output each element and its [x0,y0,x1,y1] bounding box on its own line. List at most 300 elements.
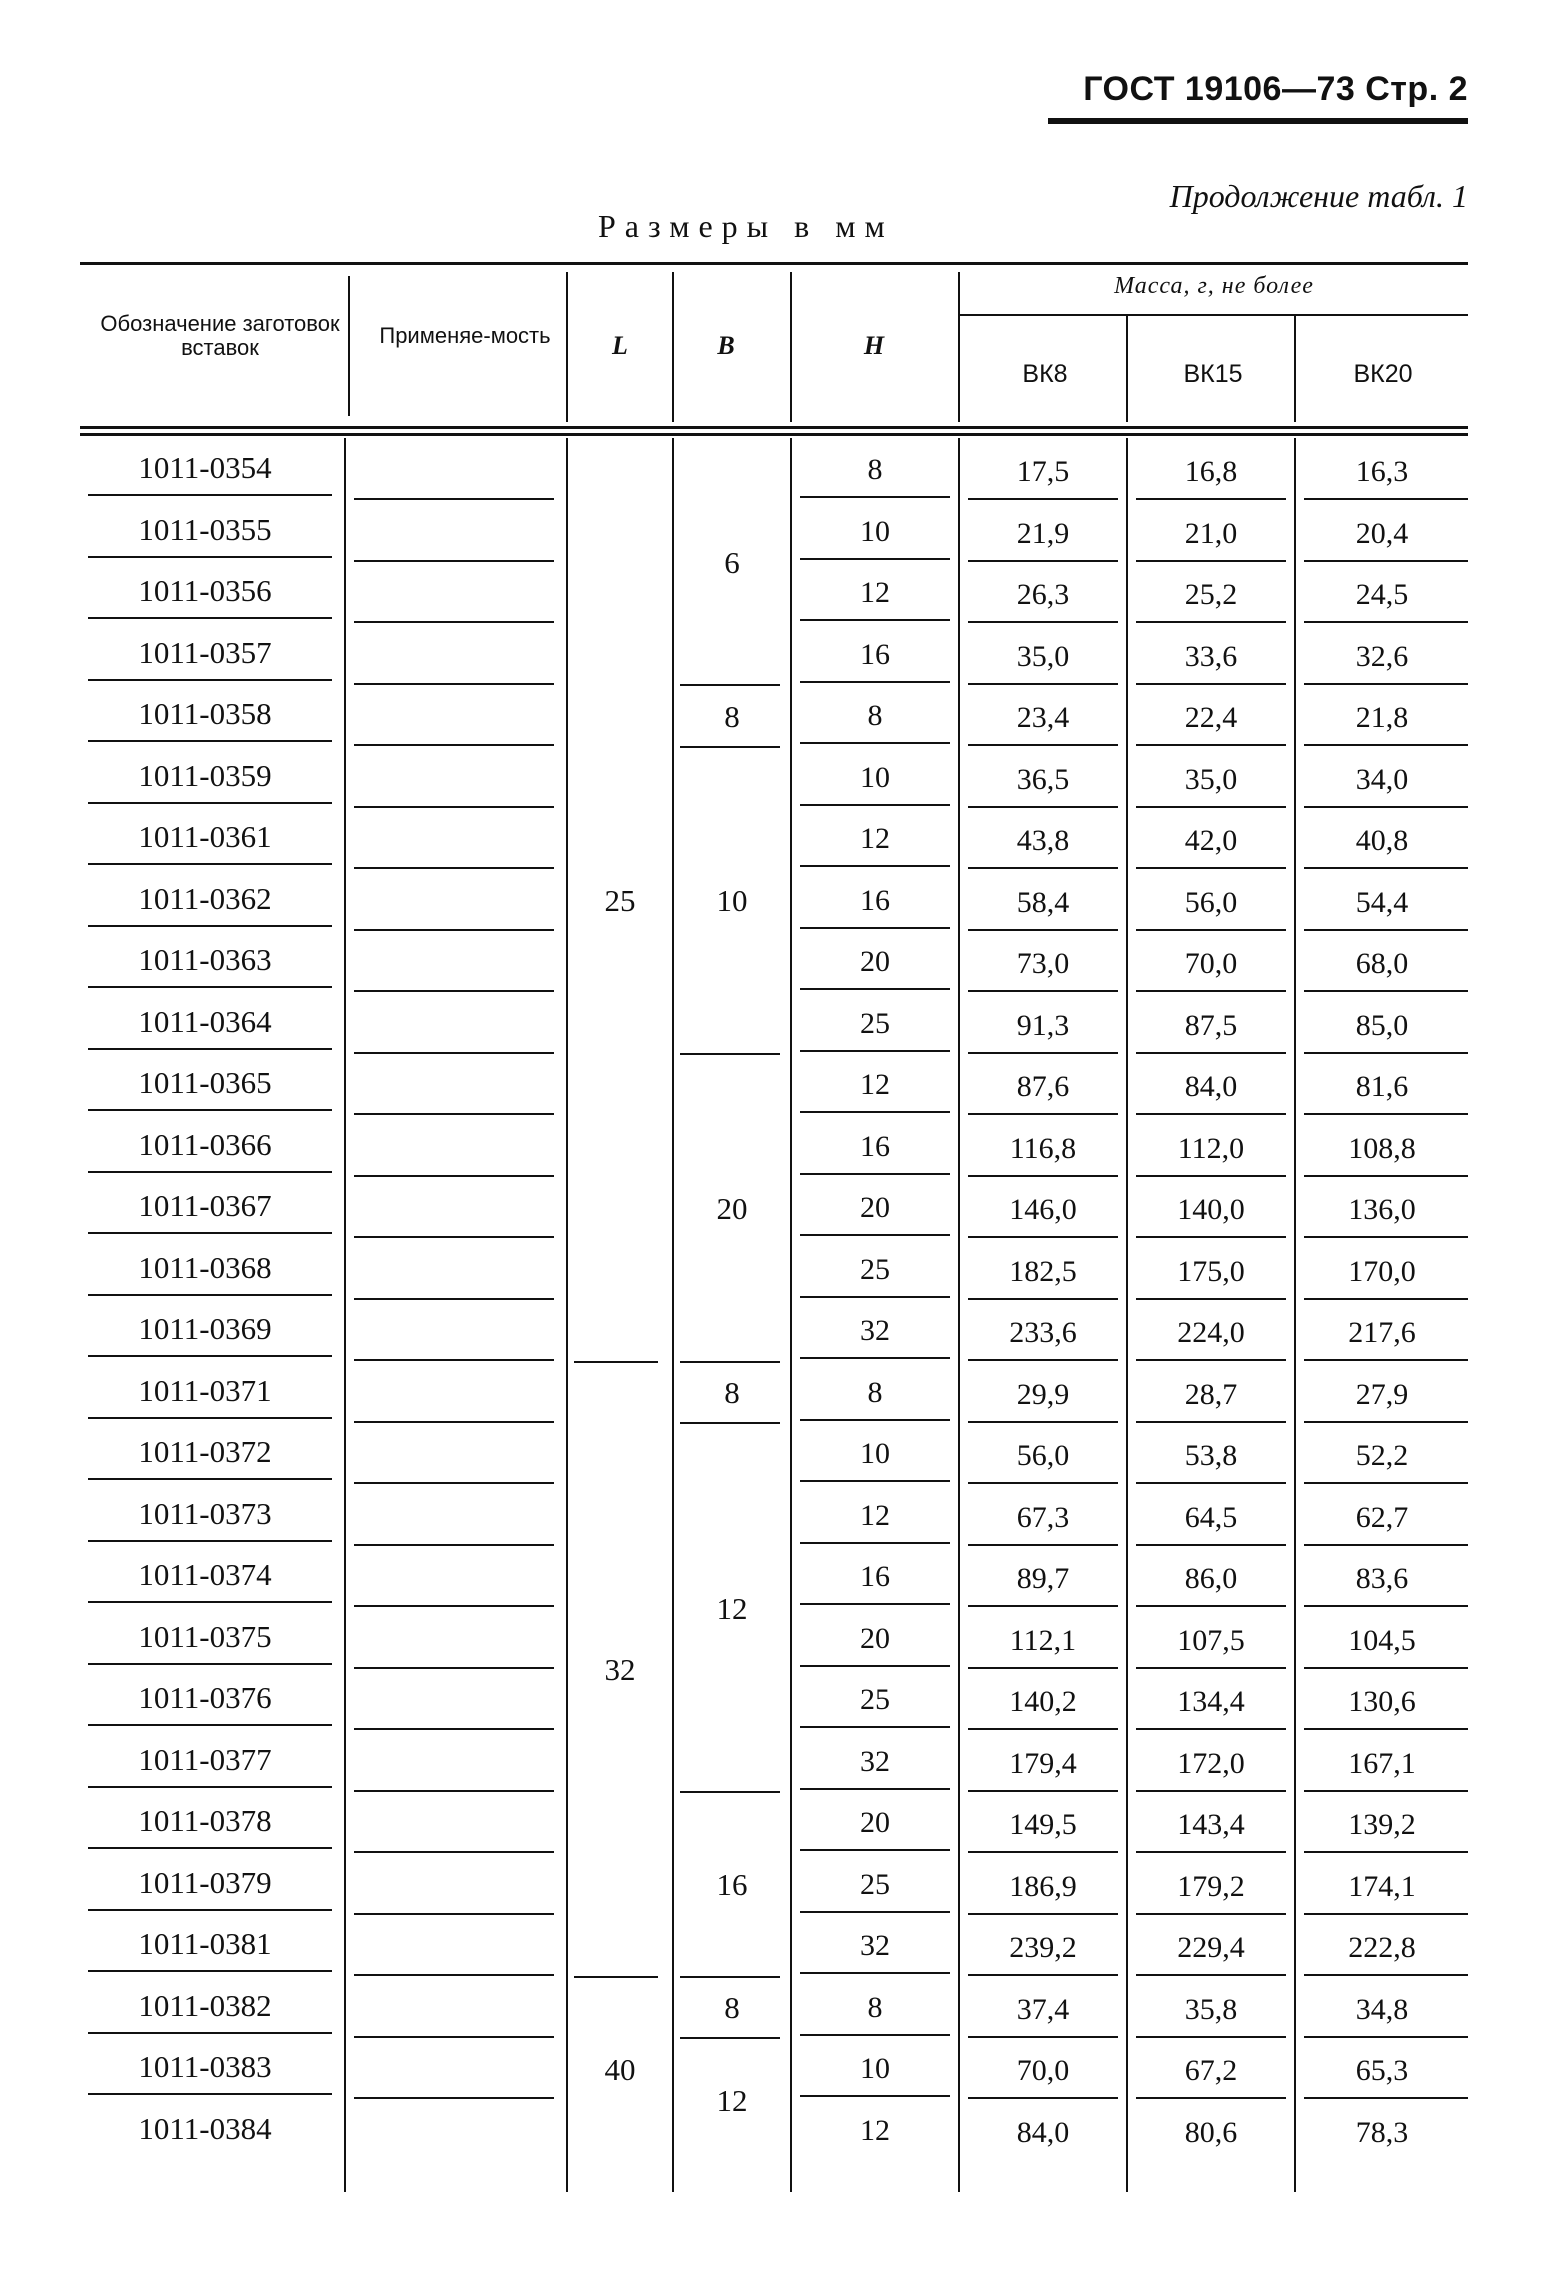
mass-subheader-rule [960,314,1468,316]
row-mass-vk8: 37,4 [1016,1992,1070,2026]
row-rule [1304,1113,1468,1115]
B-group-rule [680,684,780,686]
row-designation: 1011-0383 [138,2049,272,2084]
row-mass-vk15: 35,0 [1184,762,1238,796]
row-mass-vk20: 81,6 [1355,1070,1409,1103]
B-group-value: 8 [724,1990,740,2026]
row-rule [800,1419,950,1421]
row-rule [1304,1052,1468,1054]
row-rule [800,2095,950,2097]
col-header-designation: Обозначение заготовок вставок [100,311,340,360]
row-height-H: 10 [860,2052,890,2085]
row-rule [88,1478,332,1480]
row-mass-vk15: 84,0 [1184,1070,1238,1103]
B-group-value: 12 [716,2082,748,2118]
row-rule [354,867,554,869]
row-designation: 1011-0355 [138,511,272,547]
row-rule [968,498,1118,500]
row-height-H: 12 [860,576,890,609]
row-height-H: 25 [860,1867,890,1901]
row-mass-vk8: 35,0 [1016,639,1070,673]
row-height-H: 25 [860,1252,890,1286]
row-rule [968,867,1118,869]
row-rule [88,2032,332,2034]
row-designation: 1011-0358 [138,696,272,731]
row-designation: 1011-0365 [138,1065,272,1100]
row-designation: 1011-0371 [138,1372,272,1408]
row-designation: 1011-0364 [138,1003,272,1039]
row-rule [88,1724,332,1726]
row-rule [968,1790,1118,1792]
B-group-rule [680,1361,780,1363]
row-rule [88,1847,332,1849]
row-rule [968,2036,1118,2038]
row-rule [1136,2097,1286,2099]
row-mass-vk15: 112,0 [1177,1131,1245,1165]
row-height-H: 10 [860,1437,890,1470]
row-mass-vk8: 91,3 [1016,1008,1070,1042]
row-mass-vk20: 27,9 [1355,1377,1409,1411]
row-designation: 1011-0384 [138,2110,272,2146]
row-height-H: 16 [860,883,890,917]
row-mass-vk15: 140,0 [1177,1193,1245,1226]
col-header-vk8: ВК8 [1022,360,1068,388]
col-header-H: H [863,331,885,360]
row-mass-vk8: 233,6 [1009,1316,1077,1349]
row-mass-vk20: 170,0 [1348,1254,1416,1288]
row-rule [968,621,1118,623]
row-rule [800,1603,950,1605]
row-rule [1304,1544,1468,1546]
row-rule [88,1540,332,1542]
row-height-H: 16 [860,1560,890,1593]
row-rule [1304,1851,1468,1853]
row-rule [354,929,554,931]
row-mass-vk8: 116,8 [1009,1131,1077,1165]
row-designation: 1011-0373 [138,1495,272,1531]
row-rule [88,679,332,681]
row-mass-vk15: 16,8 [1184,455,1238,488]
row-designation: 1011-0369 [138,1311,272,1346]
row-mass-vk8: 26,3 [1016,578,1070,611]
row-rule [88,1109,332,1111]
row-rule [968,1175,1118,1177]
row-rule [1136,929,1286,931]
row-rule [354,1790,554,1792]
row-mass-vk15: 22,4 [1184,701,1238,734]
row-mass-vk15: 28,7 [1184,1377,1238,1411]
row-rule [800,1173,950,1175]
B-group-rule [680,1053,780,1055]
row-rule [1304,1667,1468,1669]
row-rule [800,1849,950,1851]
row-height-H: 16 [860,1129,890,1163]
col-header-L: L [612,331,628,360]
header-separator [672,272,674,422]
column-separator [344,438,346,2192]
B-group-rule [680,1422,780,1424]
row-rule [1304,806,1468,808]
row-height-H: 32 [860,1314,890,1347]
B-group-value: 16 [716,1867,748,1903]
row-rule [1136,806,1286,808]
header-separator [958,272,960,422]
row-height-H: 20 [860,1621,890,1655]
row-rule [800,1665,950,1667]
row-rule [800,742,950,744]
header-separator [1294,316,1296,422]
row-rule [1136,1851,1286,1853]
row-rule [968,560,1118,562]
row-designation: 1011-0363 [138,942,272,977]
row-rule [354,621,554,623]
row-rule [354,683,554,685]
row-rule [800,1542,950,1544]
row-rule [1136,867,1286,869]
row-rule [968,1605,1118,1607]
row-height-H: 12 [860,1068,890,1101]
row-rule [88,1970,332,1972]
row-rule [354,1175,554,1177]
row-rule [354,1298,554,1300]
row-rule [354,990,554,992]
row-rule [1136,621,1286,623]
row-rule [968,929,1118,931]
row-mass-vk20: 222,8 [1348,1931,1416,1964]
row-rule [1136,1052,1286,1054]
row-rule [800,804,950,806]
row-designation: 1011-0368 [138,1249,272,1285]
row-mass-vk8: 29,9 [1016,1377,1070,1411]
row-rule [88,1355,332,1357]
row-mass-vk8: 58,4 [1016,885,1070,919]
row-rule [1136,1236,1286,1238]
row-designation: 1011-0366 [138,1126,272,1162]
B-group-rule [680,746,780,748]
L-group-value: 25 [604,883,636,919]
row-rule [1136,1790,1286,1792]
row-designation: 1011-0378 [138,1803,272,1838]
row-designation: 1011-0357 [138,634,272,670]
row-rule [1304,560,1468,562]
row-rule [354,498,554,500]
B-group-value: 8 [724,1375,740,1411]
row-mass-vk20: 54,4 [1355,885,1409,919]
row-rule [968,1482,1118,1484]
row-rule [354,1728,554,1730]
row-mass-vk8: 87,6 [1016,1070,1070,1103]
row-rule [800,1234,950,1236]
row-rule [88,556,332,558]
header-separator [566,272,568,422]
row-rule [88,1232,332,1234]
row-rule [354,1482,554,1484]
row-rule [88,617,332,619]
row-rule [800,619,950,621]
row-mass-vk8: 182,5 [1009,1254,1077,1288]
row-mass-vk8: 239,2 [1009,1931,1077,1964]
row-mass-vk8: 186,9 [1009,1869,1077,1903]
row-rule [1304,1298,1468,1300]
row-rule [1136,1298,1286,1300]
row-height-H: 8 [867,1990,883,2024]
table-top-rule [80,262,1468,265]
row-rule [800,1726,950,1728]
page-header: ГОСТ 19106—73 Стр. 2 [1083,70,1468,108]
row-rule [1304,1482,1468,1484]
row-mass-vk20: 68,0 [1355,947,1409,980]
col-header-vk20: ВК20 [1353,360,1413,388]
row-rule [800,988,950,990]
row-rule [968,806,1118,808]
row-rule [354,806,554,808]
row-designation: 1011-0374 [138,1557,272,1592]
row-rule [1136,744,1286,746]
row-mass-vk15: 35,8 [1184,1992,1238,2026]
row-mass-vk20: 78,3 [1355,2115,1409,2149]
row-rule [968,744,1118,746]
row-rule [1136,1544,1286,1546]
row-rule [1304,621,1468,623]
row-rule [354,744,554,746]
row-mass-vk15: 107,5 [1177,1623,1245,1657]
col-header-mass: Масса, г, не более [1114,273,1314,299]
row-mass-vk15: 229,4 [1177,1931,1245,1964]
row-mass-vk20: 62,7 [1355,1500,1409,1534]
row-mass-vk20: 52,2 [1355,1439,1409,1472]
row-rule [1304,683,1468,685]
row-mass-vk15: 56,0 [1184,885,1238,919]
row-mass-vk20: 217,6 [1348,1316,1416,1349]
row-rule [88,740,332,742]
row-rule [354,1667,554,1669]
row-mass-vk15: 87,5 [1184,1008,1238,1042]
row-rule [354,1421,554,1423]
row-rule [88,1171,332,1173]
row-rule [1304,1728,1468,1730]
row-rule [88,863,332,865]
row-mass-vk8: 17,5 [1016,455,1070,488]
row-rule [1304,498,1468,500]
row-mass-vk15: 143,4 [1177,1808,1245,1841]
row-height-H: 8 [867,453,883,486]
row-rule [1304,867,1468,869]
row-rule [354,560,554,562]
header-double-rule-top [80,426,1468,429]
row-mass-vk15: 70,0 [1184,947,1238,980]
B-group-value: 10 [716,883,748,919]
row-rule [1136,1359,1286,1361]
row-height-H: 12 [860,822,890,855]
row-rule [968,1298,1118,1300]
row-designation: 1011-0367 [138,1188,272,1223]
row-rule [968,990,1118,992]
row-height-H: 20 [860,1806,890,1839]
row-mass-vk8: 84,0 [1016,2115,1070,2149]
row-mass-vk20: 20,4 [1355,516,1409,550]
row-height-H: 32 [860,1744,890,1778]
row-rule [1304,1175,1468,1177]
L-group-value: 32 [604,1652,636,1687]
row-rule [800,927,950,929]
B-group-value: 20 [716,1190,748,1226]
row-rule [354,1113,554,1115]
row-mass-vk15: 172,0 [1177,1746,1245,1780]
row-rule [1136,1667,1286,1669]
row-rule [354,2097,554,2099]
row-rule [1136,1913,1286,1915]
header-separator [790,272,792,422]
row-mass-vk15: 134,4 [1177,1685,1245,1718]
row-mass-vk8: 89,7 [1016,1562,1070,1595]
row-rule [1136,1482,1286,1484]
col-header-B: B [717,331,735,360]
header-separator [348,276,350,416]
row-mass-vk8: 70,0 [1016,2054,1070,2087]
row-rule [968,1421,1118,1423]
row-rule [1304,1974,1468,1976]
L-group-value: 40 [604,2051,636,2087]
row-rule [1304,929,1468,931]
row-rule [800,1050,950,1052]
row-height-H: 20 [860,1191,890,1224]
row-rule [1304,2036,1468,2038]
row-mass-vk8: 140,2 [1009,1685,1077,1718]
row-rule [968,2097,1118,2099]
row-rule [88,1048,332,1050]
row-rule [1136,683,1286,685]
L-group-rule [574,1361,658,1363]
units-caption: Размеры в мм [598,208,894,244]
row-rule [968,1728,1118,1730]
row-rule [968,1052,1118,1054]
row-rule [800,681,950,683]
row-rule [354,1851,554,1853]
row-height-H: 10 [860,760,890,794]
row-mass-vk20: 108,8 [1348,1131,1416,1165]
row-rule [968,1359,1118,1361]
row-mass-vk15: 21,0 [1184,516,1238,550]
header-separator [1126,316,1128,422]
row-height-H: 8 [867,699,883,732]
row-mass-vk8: 67,3 [1016,1500,1070,1534]
row-rule [1304,1236,1468,1238]
row-rule [354,1236,554,1238]
row-mass-vk20: 174,1 [1348,1869,1416,1903]
row-mass-vk20: 16,3 [1355,455,1409,488]
row-rule [800,496,950,498]
row-rule [1136,2036,1286,2038]
row-designation: 1011-0372 [138,1434,272,1469]
row-designation: 1011-0379 [138,1864,272,1900]
row-rule [1136,1605,1286,1607]
row-mass-vk15: 175,0 [1177,1254,1245,1288]
row-mass-vk20: 34,8 [1355,1992,1409,2026]
row-rule [800,1357,950,1359]
row-mass-vk8: 146,0 [1009,1193,1077,1226]
row-designation: 1011-0382 [138,1987,272,2023]
row-rule [800,558,950,560]
row-rule [1136,1421,1286,1423]
header-rule [1048,118,1468,124]
row-rule [1304,1359,1468,1361]
row-mass-vk20: 40,8 [1355,824,1409,857]
row-rule [354,1974,554,1976]
row-height-H: 32 [860,1929,890,1962]
row-rule [354,1544,554,1546]
row-rule [1136,1974,1286,1976]
row-rule [88,1417,332,1419]
row-rule [1136,990,1286,992]
row-height-H: 20 [860,945,890,978]
row-height-H: 12 [860,1498,890,1532]
row-mass-vk20: 24,5 [1355,578,1409,611]
row-rule [968,1236,1118,1238]
row-rule [1304,1421,1468,1423]
row-rule [968,1544,1118,1546]
row-mass-vk15: 25,2 [1184,578,1238,611]
row-rule [88,986,332,988]
row-designation: 1011-0356 [138,573,272,608]
row-height-H: 10 [860,514,890,548]
row-rule [354,2036,554,2038]
mass-table [80,262,1468,2192]
row-rule [88,1601,332,1603]
row-rule [1304,1790,1468,1792]
row-mass-vk20: 139,2 [1348,1808,1416,1841]
row-height-H: 25 [860,1006,890,1040]
row-mass-vk8: 56,0 [1016,1439,1070,1472]
row-rule [1304,2097,1468,2099]
row-designation: 1011-0362 [138,880,272,916]
row-rule [88,1294,332,1296]
row-rule [800,1788,950,1790]
row-rule [88,2093,332,2095]
row-rule [800,1972,950,1974]
header-double-rule-bottom [80,433,1468,436]
row-mass-vk15: 64,5 [1184,1500,1238,1534]
row-rule [1136,560,1286,562]
row-designation: 1011-0381 [138,1926,272,1961]
row-rule [354,1913,554,1915]
row-mass-vk8: 23,4 [1016,701,1070,734]
row-rule [88,925,332,927]
row-mass-vk15: 53,8 [1184,1439,1238,1472]
row-height-H: 12 [860,2113,890,2147]
row-mass-vk20: 130,6 [1348,1685,1416,1718]
row-rule [800,1480,950,1482]
row-mass-vk8: 21,9 [1016,516,1070,550]
row-designation: 1011-0359 [138,757,272,793]
column-separator [566,438,568,2192]
row-rule [354,1605,554,1607]
row-mass-vk8: 36,5 [1016,762,1070,796]
row-rule [88,802,332,804]
col-header-vk15: ВК15 [1183,360,1243,388]
L-group-rule [574,1976,658,1978]
row-rule [800,2034,950,2036]
row-mass-vk8: 149,5 [1009,1808,1077,1841]
row-rule [88,1663,332,1665]
row-mass-vk15: 86,0 [1184,1562,1238,1595]
row-mass-vk15: 179,2 [1177,1869,1245,1903]
B-group-value: 12 [716,1590,748,1626]
row-rule [1136,1728,1286,1730]
row-mass-vk15: 80,6 [1184,2115,1238,2149]
row-designation: 1011-0376 [138,1680,272,1715]
row-mass-vk15: 224,0 [1177,1316,1245,1349]
row-mass-vk20: 83,6 [1355,1562,1409,1595]
